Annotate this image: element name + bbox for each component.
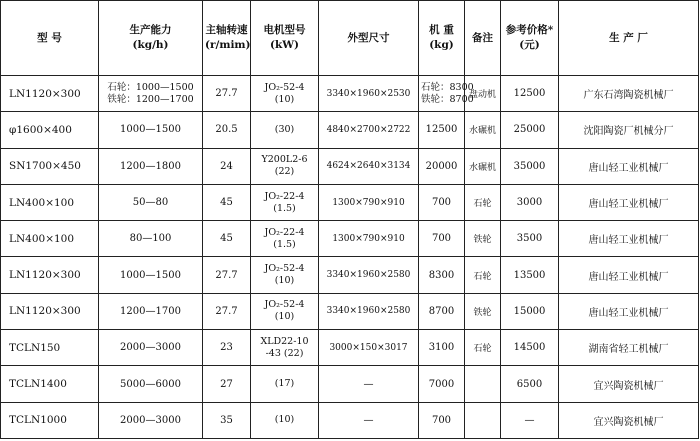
cell-motor (251, 184, 319, 220)
header-motor-unit: (kW) (269, 39, 299, 51)
cell-weight: 20000 (419, 148, 465, 184)
header-capacity-unit: (kg/h) (132, 39, 169, 51)
cell-motor-line: (1.5) (273, 238, 296, 250)
cell-motor (251, 330, 319, 366)
cell-factory: 沈阳陶瓷厂机械分厂 (559, 112, 699, 148)
header-motor-name: 电机型号 (263, 24, 306, 36)
cell-weight: 700 (419, 402, 465, 438)
cell-capacity: 5000—6000 (99, 366, 203, 402)
cell-speed: 27 (203, 366, 251, 402)
cell-motor: (10) (251, 402, 319, 438)
cell-price: 6500 (501, 366, 559, 402)
cell-motor (251, 148, 319, 184)
table-row (1, 330, 699, 366)
cell-speed: 27.7 (203, 293, 251, 329)
cell-factory: 宜兴陶瓷机械厂 (559, 366, 699, 402)
cell-motor-line: (10) (274, 93, 295, 105)
cell-model: SN1700×450 (1, 148, 99, 184)
cell-factory: 唐山轻工业机械厂 (559, 184, 699, 220)
header-weight (419, 1, 465, 76)
header-speed-unit: (r/mim) (205, 39, 251, 51)
cell-speed: 27.7 (203, 257, 251, 293)
table-row (1, 257, 699, 293)
header-speed (203, 1, 251, 76)
header-price-name: 参考价格* (505, 24, 554, 36)
cell-weight (419, 76, 474, 112)
cell-model: LN1120×300 (1, 293, 99, 329)
cell-motor-line: (22) (274, 166, 295, 178)
cell-speed: 35 (203, 402, 251, 438)
header-price-unit: (元) (519, 39, 540, 51)
cell-capacity-line: 铁轮：1200—1700 (107, 93, 194, 105)
header-dims: 外型尺寸 (319, 1, 419, 76)
cell-model: LN400×100 (1, 221, 99, 257)
cell-dims: 4624×2640×3134 (319, 148, 419, 184)
cell-motor-line: JO₂-52-4 (264, 299, 305, 311)
cell-weight: 700 (419, 184, 465, 220)
cell-speed: 20.5 (203, 112, 251, 148)
cell-capacity: 50—80 (99, 184, 203, 220)
cell-dims: 3000×150×3017 (319, 330, 419, 366)
cell-motor (251, 293, 319, 329)
cell-price: 3000 (501, 184, 559, 220)
cell-capacity: 1200—1700 (99, 293, 203, 329)
cell-price: 25000 (501, 112, 559, 148)
cell-note: 铁轮 (465, 221, 501, 257)
table-row (1, 184, 699, 220)
cell-motor (251, 257, 319, 293)
cell-note: 石轮 (465, 330, 501, 366)
cell-price: 15000 (501, 293, 559, 329)
cell-motor: (30) (251, 112, 319, 148)
cell-dims: 3340×1960×2580 (319, 257, 419, 293)
cell-factory: 唐山轻工业机械厂 (559, 293, 699, 329)
table-row (1, 76, 699, 112)
cell-motor (251, 76, 319, 112)
cell-motor-line: JO₂-52-4 (264, 81, 305, 93)
cell-factory: 宜兴陶瓷机械厂 (559, 402, 699, 438)
cell-factory: 唐山轻工业机械厂 (559, 257, 699, 293)
cell-motor-line: -43 (22) (265, 347, 304, 359)
cell-capacity-line: 石轮：1000—1500 (107, 81, 194, 93)
cell-dims: 1300×790×910 (319, 221, 419, 257)
cell-model: φ1600×400 (1, 112, 99, 148)
cell-model: TCLN150 (1, 330, 99, 366)
cell-capacity: 1000—1500 (99, 112, 203, 148)
table-row (1, 366, 699, 402)
cell-dims: 1300×790×910 (319, 184, 419, 220)
cell-speed: 23 (203, 330, 251, 366)
cell-capacity: 80—100 (99, 221, 203, 257)
cell-dims: — (319, 402, 419, 438)
cell-price: — (501, 402, 559, 438)
cell-model: LN400×100 (1, 184, 99, 220)
cell-dims: 3340×1960×2580 (319, 293, 419, 329)
cell-motor-line: (10) (274, 275, 295, 287)
cell-note: 水碾机 (465, 148, 501, 184)
cell-speed: 45 (203, 221, 251, 257)
cell-factory: 广东石湾陶瓷机械厂 (559, 76, 699, 112)
cell-motor-line: JO₂-52-4 (264, 263, 305, 275)
cell-note: 盘动机 (465, 76, 501, 112)
table-row (1, 293, 699, 329)
cell-price: 35000 (501, 148, 559, 184)
cell-motor-line: Y200L2-6 (261, 154, 308, 166)
cell-dims: — (319, 366, 419, 402)
cell-capacity: 2000—3000 (99, 402, 203, 438)
cell-note: 铁轮 (465, 293, 501, 329)
cell-capacity: 1200—1800 (99, 148, 203, 184)
cell-price: 3500 (501, 221, 559, 257)
header-price (501, 1, 559, 76)
cell-motor (251, 221, 319, 257)
cell-model: TCLN1000 (1, 402, 99, 438)
cell-motor-line: JO₂-22-4 (264, 226, 305, 238)
header-capacity (99, 1, 203, 76)
cell-dims: 3340×1960×2530 (319, 76, 419, 112)
cell-factory: 湖南省轻工机械厂 (559, 330, 699, 366)
cell-weight: 7000 (419, 366, 465, 402)
cell-motor: (17) (251, 366, 319, 402)
cell-factory: 唐山轻工业机械厂 (559, 148, 699, 184)
header-factory: 生 产 厂 (559, 1, 699, 76)
cell-weight-line: 石轮：8300 (421, 81, 474, 93)
header-capacity-name: 生产能力 (129, 24, 172, 36)
header-model: 型 号 (1, 1, 99, 76)
cell-weight-line: 铁轮：8700 (421, 93, 474, 105)
cell-price: 14500 (501, 330, 559, 366)
cell-motor-line: (10) (274, 311, 295, 323)
cell-weight: 700 (419, 221, 465, 257)
cell-capacity: 1000—1500 (99, 257, 203, 293)
cell-model: TCLN1400 (1, 366, 99, 402)
cell-weight: 3100 (419, 330, 465, 366)
header-note: 备注 (465, 1, 501, 76)
table-row (1, 221, 699, 257)
cell-dims: 4840×2700×2722 (319, 112, 419, 148)
header-weight-name: 机 重 (429, 24, 454, 36)
table-row (1, 402, 699, 438)
cell-motor-line: (1.5) (273, 202, 296, 214)
cell-speed: 24 (203, 148, 251, 184)
cell-speed: 27.7 (203, 76, 251, 112)
header-weight-unit: (kg) (429, 39, 454, 51)
cell-weight: 8300 (419, 257, 465, 293)
header-motor (251, 1, 319, 76)
header-speed-name: 主轴转速 (205, 24, 248, 36)
header-row (1, 1, 699, 76)
cell-model: LN1120×300 (1, 257, 99, 293)
cell-note: 水碾机 (465, 112, 501, 148)
table-row (1, 148, 699, 184)
cell-model: LN1120×300 (1, 76, 99, 112)
cell-speed: 45 (203, 184, 251, 220)
cell-capacity: 2000—3000 (99, 330, 203, 366)
cell-note: 石轮 (465, 257, 501, 293)
cell-price: 12500 (501, 76, 559, 112)
table-row (1, 112, 699, 148)
cell-motor-line: JO₂-22-4 (264, 190, 305, 202)
cell-factory: 唐山轻工业机械厂 (559, 221, 699, 257)
cell-note (465, 366, 501, 402)
cell-weight: 12500 (419, 112, 465, 148)
cell-capacity (99, 76, 203, 112)
cell-note: 石轮 (465, 184, 501, 220)
cell-price: 13500 (501, 257, 559, 293)
cell-motor-line: XLD22-10 (260, 335, 309, 347)
cell-note (465, 402, 501, 438)
cell-weight: 8700 (419, 293, 465, 329)
